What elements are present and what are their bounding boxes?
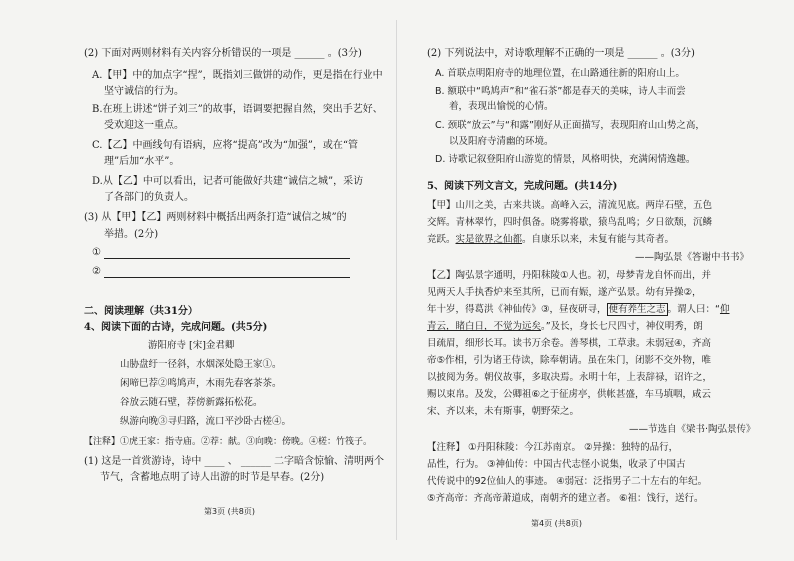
poem-line-3: 谷放云随石壁，荐傍新露拓松花。: [120, 397, 263, 408]
q5-heading: 5、阅读下列文言文，完成问题。(共14分): [427, 181, 618, 192]
passage-jia-line-2: 交辉。青林翠竹，四时俱备。晓雾将歇，猿鸟乱鸣；夕日欲颓，沉鳞: [427, 217, 713, 228]
r-q2-option-b-cont: 着，表现出愉悦的心情。: [449, 101, 554, 112]
passage-jia-source: ——陶弘景《答谢中书书》: [635, 252, 750, 263]
underlined-phrase-jia: 实是欲界之仙都: [455, 234, 523, 245]
answer-blank-1-label: ①: [92, 247, 101, 258]
answer-blank-2-label: ②: [92, 266, 101, 277]
passage-yi-line-7: 以披阅为务。朝仪故事，多取决焉。永明十年，上表辞禄，诏许之，: [427, 372, 713, 383]
passage-yi-line-6: 帝⑤作相，引为诸王侍读，除奉朝请。虽在朱门，闭影不交外物，唯: [427, 355, 712, 366]
r-q2-option-c: C. 颈联“放云”与“和露”刚好从正面描写，表现阳府山山势之高，: [435, 120, 705, 131]
passage-yi-line-1: 【乙】陶弘景字通明，丹阳秣陵①人也。初，母梦青龙自怀而出，并: [427, 270, 712, 281]
answer-blank-2[interactable]: [104, 277, 350, 278]
passage-yi-line-2: 见两天人手执香炉来至其所，已而有娠，遂产弘景。幼有异操②，: [427, 287, 702, 298]
passage-yi-line-5: 目疏眉，细形长耳。读书万余卷。善琴棋，工草隶。未弱冠④，齐高: [427, 338, 712, 349]
poem-line-2: 闲啼巳荐②鸣鸠声，木雨先春客茶茶。: [120, 378, 282, 389]
q2-stem: (2) 下面对两则材料有关内容分析错误的一项是 ______ 。(3分): [84, 48, 362, 59]
passage-jia-line-1: 【甲】山川之美，古来共谈。高峰入云，清流见底。两岸石壁，五色: [427, 200, 713, 211]
r-q2-option-b: B. 额联中“鸣鸠声”和“雀石茶”都是春天的美味，诗人丰而尝: [435, 86, 686, 97]
underlined-phrase-yi: 青云，睹白日，不觉为远矣: [427, 321, 542, 332]
answer-blank-1[interactable]: [104, 258, 350, 259]
poem-line-4: 纵游向晚③寻归路，流口平沙卧古槎④。: [120, 416, 292, 427]
note-line-3: 代传说中的92位仙人的事迹。 ④弱冠：泛指男子二十左右的年纪。: [427, 476, 708, 487]
boxed-phrase-yi: 便有养生之志: [608, 304, 666, 315]
passage-jia-line-3: 竞跃。实是欲界之仙都。自康乐以来，未复有能与其奇者。: [427, 234, 675, 245]
note-line-1: 【注释】 ①丹阳秣陵：今江苏南京。 ②异操：独特的品行，: [427, 442, 679, 453]
page-number-3: 第3页 (共8页): [204, 507, 255, 516]
passage-yi-line-8: 赐以束帛。及发，公卿祖⑥之于征虏亭，供帐甚盛，车马填咽，咸云: [427, 389, 712, 400]
r-q2-option-c-cont: 以及阳府寺清幽的环境。: [449, 136, 554, 147]
note-line-4: ⑤齐高帝：齐高帝萧道成，南朝齐的建立者。 ⑥祖：饯行，送行。: [427, 493, 704, 504]
q2-option-c: C.【乙】中画线句有语病，应将“提高”改为“加强”，或在“管: [92, 140, 359, 151]
q4-1-stem-cont: 节气，含蓄地点明了诗人出游的时节是早春。(2分): [100, 472, 325, 483]
passage-yi-line-4: 青云，睹白日，不觉为远矣。”及长，身长七尺四寸，神仪明秀，朗: [427, 321, 703, 332]
r-q2-option-d: D. 诗歌记叙登阳府山游览的情景，风格明快，充满闲情逸趣。: [435, 154, 696, 165]
r-q2-stem: (2) 下列说法中，对诗歌理解不正确的一项是 ______ 。(3分): [427, 48, 695, 59]
note-line-2: 品性，行为。 ③神仙传：中国古代志怪小说集，收录了中国古: [427, 459, 686, 470]
poem-note: 【注释】①虎王家：指寺庙。②荐：献。③向晚：傍晚。④槎：竹筏子。: [84, 437, 373, 447]
r-q2-option-a: A. 首联点明阳府寺的地理位置，在山路通往新的阳府山上。: [435, 68, 685, 79]
q2-option-a: A.【甲】中的加点字“捏”，既指刘三做饼的动作，更是指在行业中: [92, 70, 383, 81]
q2-option-b-cont: 受欢迎这一重点。: [104, 120, 184, 131]
passage-yi-source: ——节选自《梁书·陶弘景传》: [629, 424, 756, 435]
q4-1-stem: (1) 这是一首赏游诗，诗中 ____ 、 ______ 二字暗含惊愉、清明两个: [84, 456, 385, 467]
q2-option-a-cont: 坚守诚信的行为。: [104, 86, 184, 97]
passage-yi-line-3: 年十岁，得葛洪《神仙传》③，昼夜研寻， 便有养生之志 。谓人曰：“仰: [427, 304, 730, 315]
q2-option-d: D.从【乙】中可以看出，记者可能做好共建“诚信之城”，采访: [92, 176, 364, 187]
passage-yi-line-9: 宋、齐以来，未有斯事，朝野荣之。: [427, 406, 580, 417]
q3-stem: (3) 从【甲】【乙】两则材料中概括出两条打造“诚信之城”的: [84, 212, 347, 223]
q2-option-d-cont: 了各部门的负责人。: [104, 192, 194, 203]
poem-title: 游阳府寺 [宋]金君卿: [148, 340, 235, 351]
q2-option-b: B.在班上讲述“饼子刘三”的故事，语调要把握自然，突出手艺好、: [92, 104, 383, 115]
page-4: [397, 0, 794, 561]
poem-line-1: 山胁盘纡一径斜，水烟深处隐王家①。: [120, 359, 282, 370]
q3-stem-cont: 举措。(2分): [104, 229, 159, 240]
q2-option-c-cont: 理”后加“水平”。: [104, 156, 180, 167]
page-number-4: 第4页 (共8页): [531, 519, 582, 528]
q4-heading: 4、阅读下面的古诗，完成问题。(共5分): [84, 322, 268, 333]
section-2-heading: 二、阅读理解（共31分）: [84, 306, 198, 317]
